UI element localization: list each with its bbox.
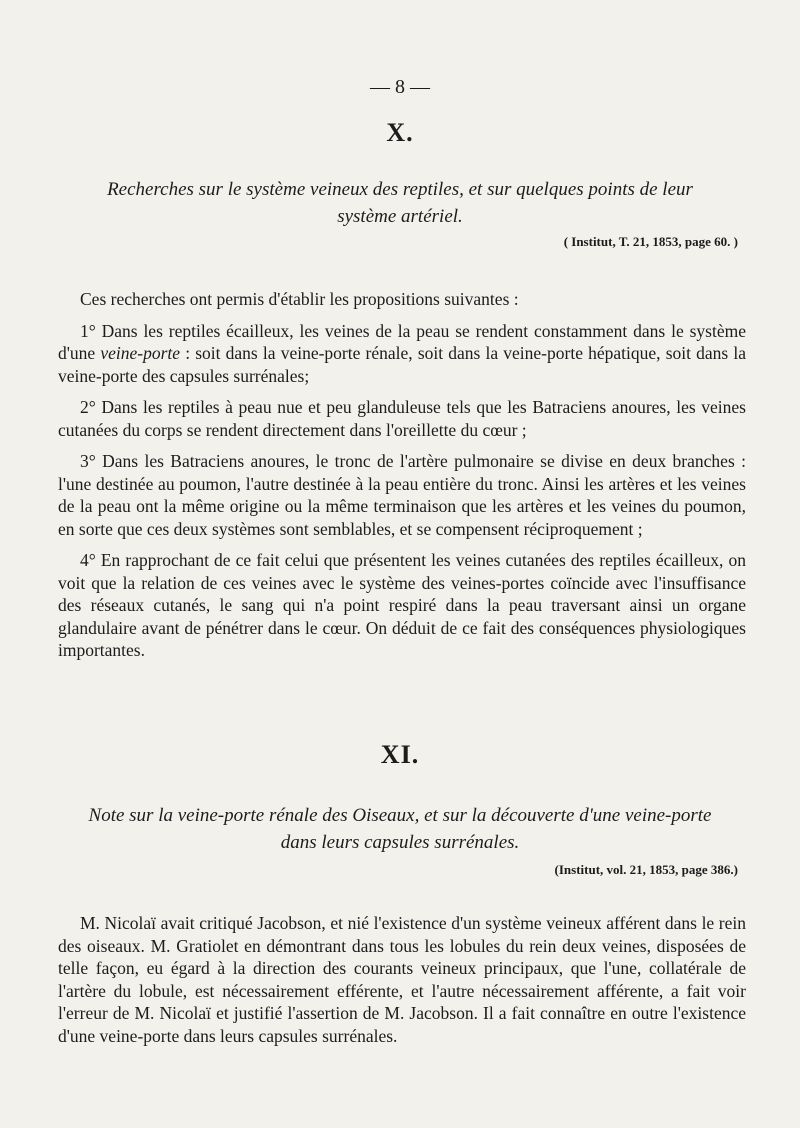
section-x-numeral: X. [386,118,414,147]
section-xi-citation: (Institut, vol. 21, 1853, page 386.) [554,862,738,877]
section-x-para-3: 3° Dans les Batraciens anoures, le tronc de l'artère pulmonaire se divise en deux branches : l'une destinée au poumon, l'autre destinée à la peau entière du tronc. Ainsi les artères et les veines de la peau ont la même origine ou la même terminaison que les artères et les veines du poumon, en sorte que ces deux systèmes sont semblables, et se compensent réciproquement ; [58,451,746,539]
page-number: — 8 — [370,76,430,98]
section-xi-title-line1: Note sur la veine-porte rénale des Oiseaux, et sur la découverte d'une veine-porte [88,805,712,826]
section-x-intro: Ces recherches ont permis d'établir les propositions suivantes : [80,289,519,309]
section-xi-title-line2: dans leurs capsules surrénales. [280,832,520,853]
section-x-para-4: 4° En rapprochant de ce fait celui que présentent les veines cutanées des reptiles écailleux, on voit que la relation de ces veines avec le système des veines-portes coïncide avec l'insuffisance des réseaux cutanés, le sang qui n'a point respiré dans la peau traversant ainsi un organe glandulaire avant de pénétrer dans le cœur. On déduit de ce fait des conséquences physiologiques importantes. [58,550,746,660]
section-x-title-line1: Recherches sur le système veineux des reptiles, et sur quelques points de leur [107,179,693,200]
section-x-body [58,288,746,671]
section-xi-title [62,802,738,856]
para-1-emphasis: veine-porte [100,343,181,363]
para-1-text-a: 1° Dans les reptiles écailleux, les veines de la peau se rendent constamment dans le système d'une [58,320,746,363]
section-x-title-line2: système artériel. [337,206,463,227]
section-x-title [62,176,738,230]
section-xi-numeral: XI. [380,740,420,769]
section-x-citation: ( Institut, T. 21, 1853, page 60. ) [563,234,738,249]
section-xi-para-1: M. Nicolaï avait critiqué Jacobson, et nié l'existence d'un système veineux afférent dans le rein des oiseaux. M. Gratiolet en démontrant dans tous les lobules du rein deux veines, disposées de telle façon, eu égard à la direction des courants veineux principaux, que l'une, collatérale de l'artère du lobule, est nécessairement efférente, et l'autre nécessairement afférente, a fait voir l'erreur de M. Nicolaï et justifié l'assertion de M. Jacobson. Il a fait connaître en outre l'existence d'une veine-porte dans leurs capsules surrénales. [58,913,746,1046]
section-x-para-1 [58,320,746,388]
section-xi-body [58,912,746,1056]
section-x-para-2: 2° Dans les reptiles à peau nue et peu glanduleuse tels que les Batraciens anoures, les veines cutanées du corps se rendent directement dans l'oreillette du cœur ; [58,397,746,440]
para-1-text-b: : soit dans la veine-porte rénale, soit dans la veine-porte hépatique, soit dans la veine-porte des capsules surrénales; [58,343,747,386]
